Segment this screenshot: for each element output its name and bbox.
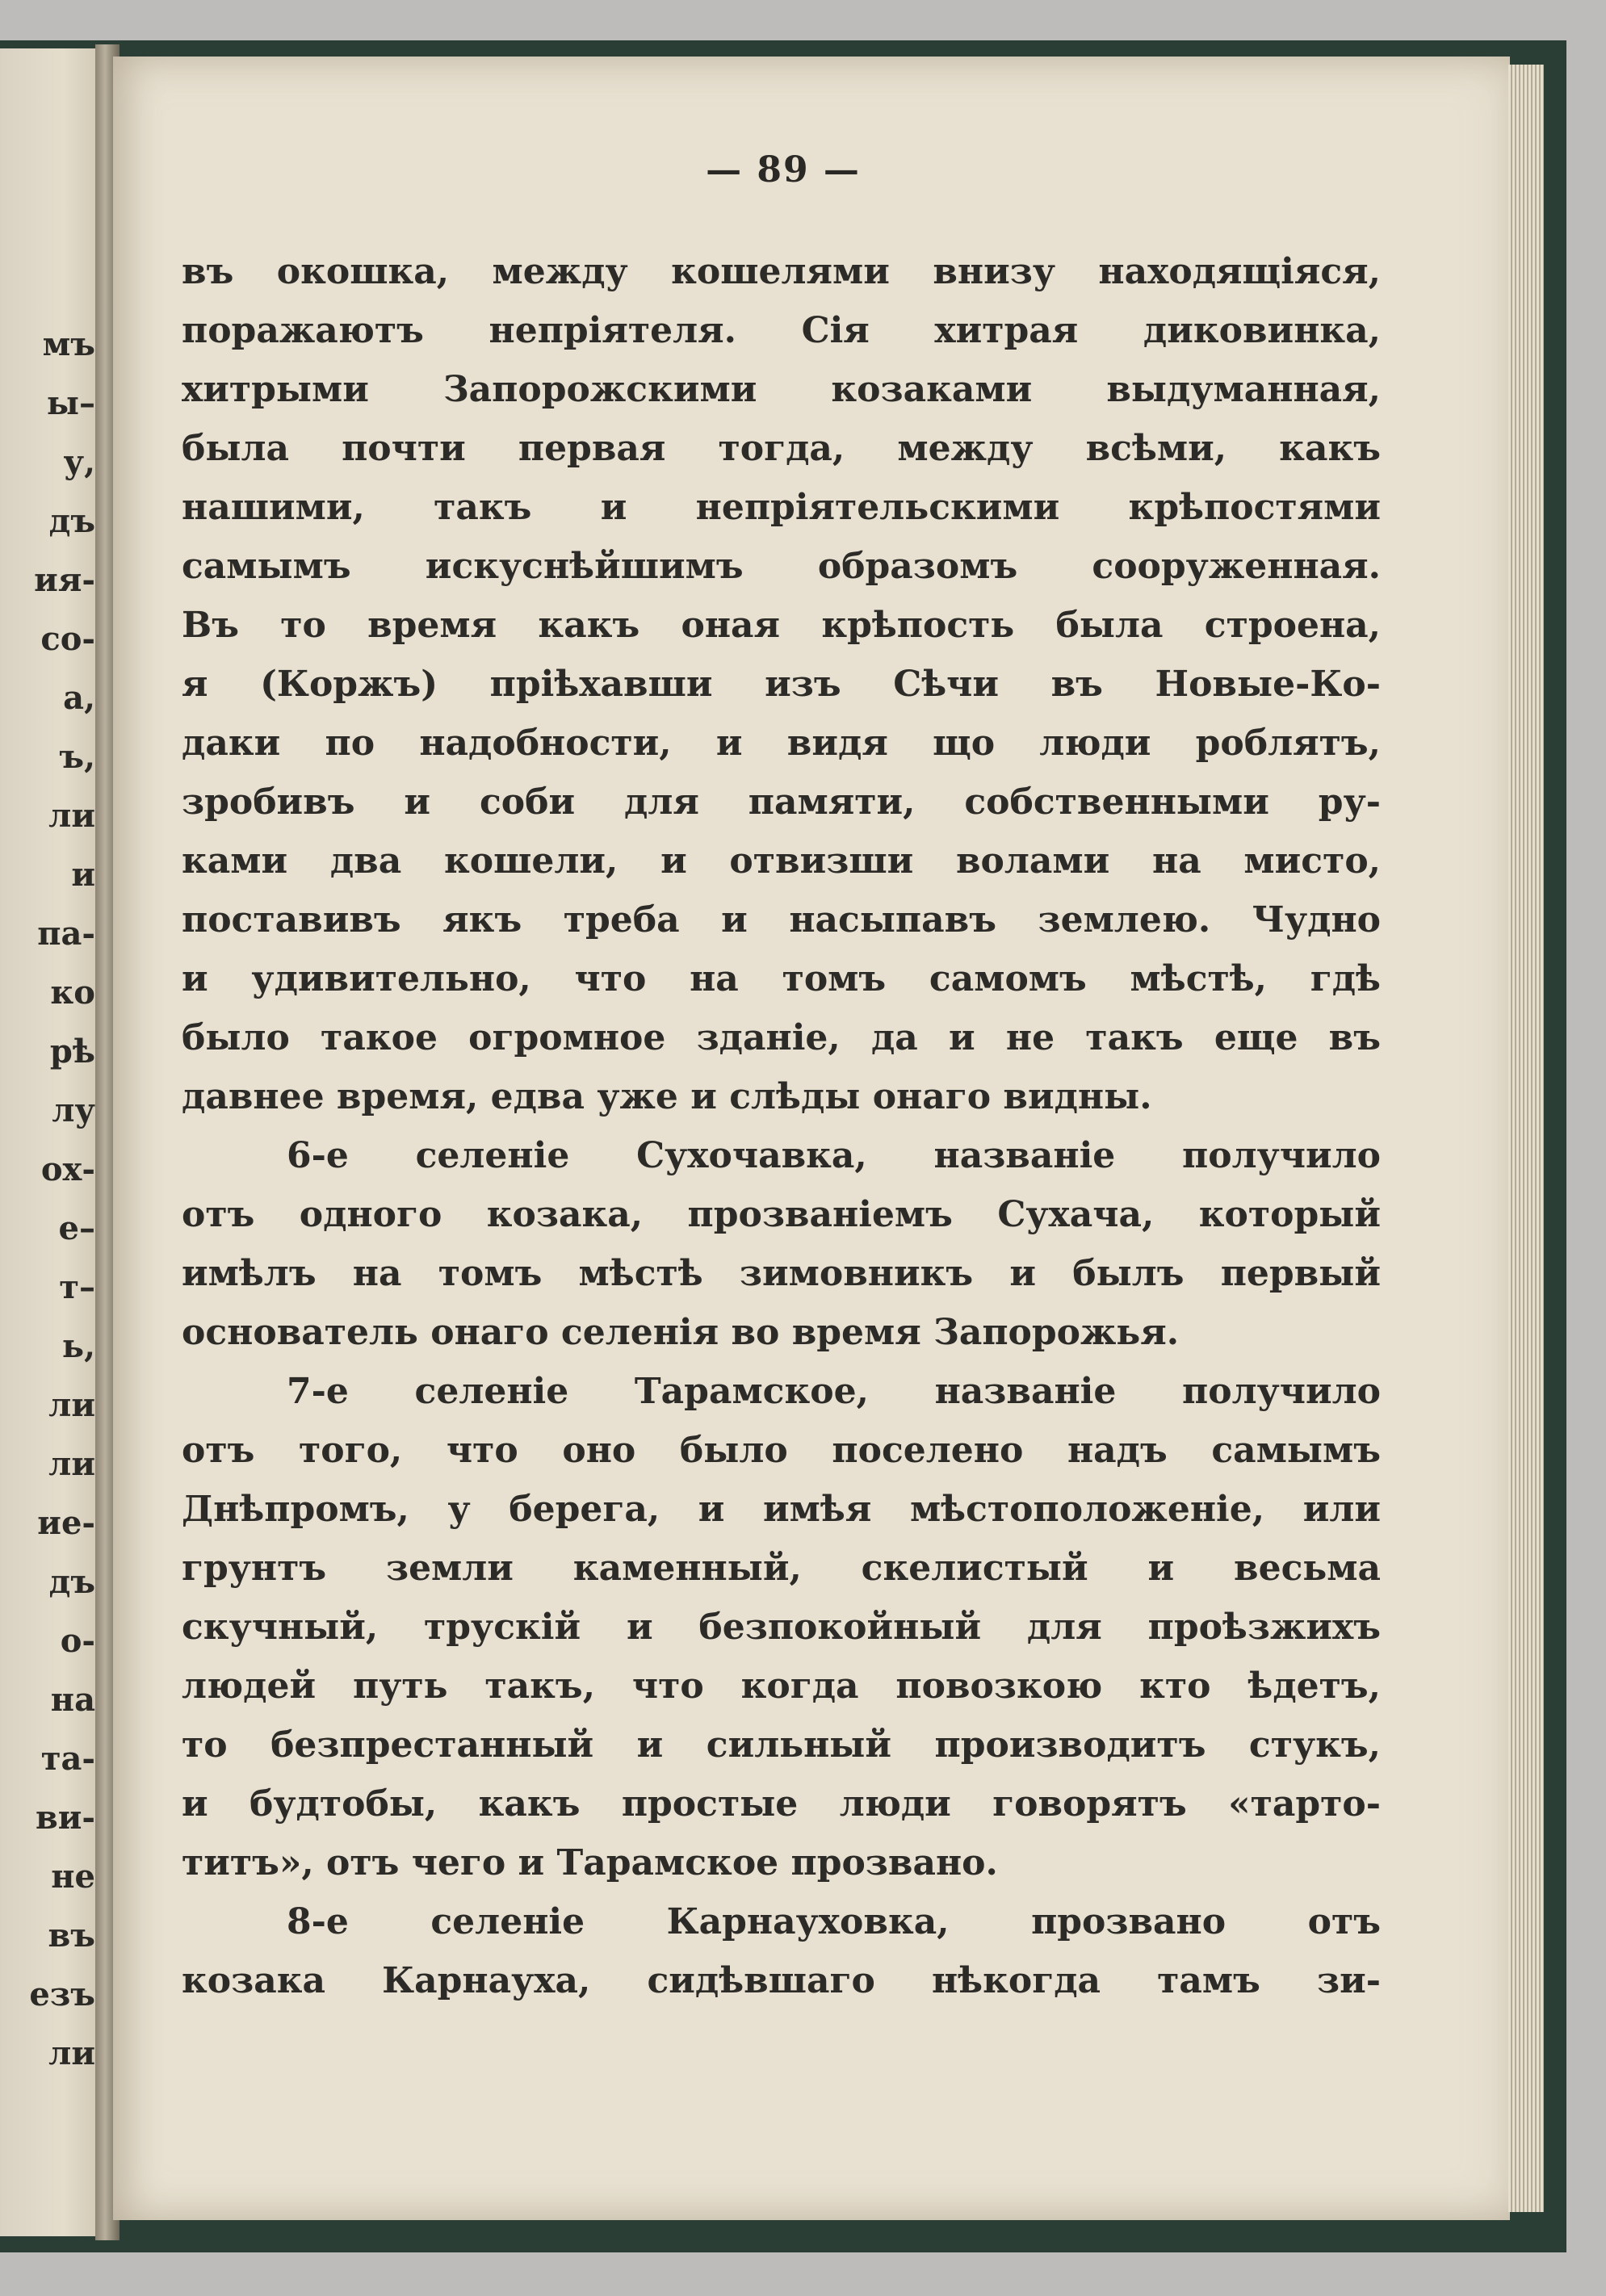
text-line: поставивъ якъ треба и насыпавъ землею. Чудно	[182, 899, 1381, 941]
left-page-fragment: у,	[63, 443, 95, 481]
left-page-fragment: ли	[48, 1445, 95, 1483]
text-line: я (Коржъ) пріѣхавши изъ Сѣчи въ Новые-Ко-	[182, 664, 1381, 705]
left-page-fragment: мъ	[42, 325, 95, 363]
text-line: зробивъ и соби для памяти, собственными ру-	[182, 781, 1381, 823]
left-page-fragment: ко	[50, 974, 95, 1012]
left-page-fragment: ъ,	[59, 738, 95, 776]
left-page-fragment: не	[51, 1858, 95, 1896]
text-line: то безпрестанный и сильный производитъ стукъ,	[182, 1724, 1381, 1766]
left-page-fragment: ли	[48, 797, 95, 835]
text-line: 8-е селеніе Карнауховка, прозвано отъ	[287, 1901, 1381, 1942]
text-line: и удивительно, что на томъ самомъ мѣстѣ, гдѣ	[182, 958, 1381, 999]
text-line: титъ», отъ чего и Тарамское прозвано.	[182, 1842, 998, 1883]
left-page-fragment: ли	[48, 1386, 95, 1424]
text-line: 6-е селеніе Сухочавка, названіе получило	[287, 1135, 1381, 1176]
text-line: и будтобы, какъ простые люди говорятъ «тарто-	[182, 1783, 1381, 1825]
text-line: самымъ искуснѣйшимъ образомъ сооруженная.	[182, 546, 1381, 587]
text-line: нашими, такъ и непріятельскими крѣпостями	[182, 487, 1381, 528]
text-line: 7-е селеніе Тарамское, названіе получило	[287, 1371, 1381, 1412]
text-line: имѣлъ на томъ мѣстѣ зимовникъ и былъ первый	[182, 1253, 1381, 1294]
left-page-fragment: рѣ	[49, 1033, 95, 1070]
left-page-fragment: со-	[40, 620, 95, 658]
text-line: основатель онаго селенія во время Запорожья.	[182, 1312, 1180, 1353]
left-page-fragment: о-	[60, 1622, 95, 1660]
text-line: хитрыми Запорожскими козаками выдуманная,	[182, 369, 1381, 410]
page-text	[182, 242, 1381, 2010]
text-line: скучный, трускій и безпокойный для проѣзжихъ	[182, 1607, 1381, 1648]
left-page-fragment: па-	[37, 915, 95, 953]
left-page-fragment: ь,	[61, 1327, 95, 1365]
text-line: была почти первая тогда, между всѣми, какъ	[182, 428, 1381, 469]
left-page-fragment: езъ	[29, 1975, 95, 2013]
text-line: отъ того, что оно было поселено надъ самымъ	[182, 1430, 1381, 1471]
left-page-fragment: лу	[52, 1091, 95, 1129]
text-line: давнее время, едва уже и слѣды онаго видны.	[182, 1076, 1152, 1117]
left-page-fragment: въ	[48, 1917, 95, 1955]
text-line: отъ одного козака, прозваніемъ Сухача, который	[182, 1194, 1381, 1235]
left-page-fragment: дъ	[48, 502, 95, 540]
left-page-fragment: на	[50, 1681, 95, 1719]
left-page	[0, 48, 105, 2236]
left-page-fragments	[0, 315, 100, 2083]
page-edges	[1508, 65, 1544, 2212]
left-page-fragment: е–	[58, 1209, 95, 1247]
left-page-fragment: и	[71, 856, 95, 894]
left-page-fragment: та-	[40, 1740, 95, 1778]
text-line: Въ то время какъ оная крѣпость была строена,	[182, 605, 1381, 646]
left-page-fragment: ох-	[40, 1150, 95, 1188]
left-page-fragment: ы–	[46, 384, 95, 422]
text-line: въ окошка, между кошелями внизу находящіяся,	[182, 251, 1381, 292]
text-line: было такое огромное зданіе, да и не такъ еще въ	[182, 1017, 1381, 1058]
text-line: грунтъ земли каменный, скелистый и весьма	[182, 1548, 1381, 1589]
left-page-fragment: ли	[48, 2034, 95, 2072]
text-line: поражаютъ непріятеля. Сія хитрая диковинка,	[182, 310, 1381, 351]
left-page-fragment: ви-	[35, 1799, 95, 1837]
text-line: ками два кошели, и отвизши волами на мисто,	[182, 840, 1381, 882]
page-number: — 89 —	[706, 149, 861, 191]
text-line: Днѣпромъ, у берега, и имѣя мѣстоположеніе, или	[182, 1489, 1381, 1530]
left-page-fragment: дъ	[48, 1563, 95, 1601]
text-line: козака Карнауха, сидѣвшаго нѣкогда тамъ зи-	[182, 1960, 1381, 2001]
left-page-fragment: а,	[63, 679, 95, 717]
left-page-fragment: т–	[59, 1268, 95, 1306]
text-line: даки по надобности, и видя що люди роблятъ,	[182, 723, 1381, 764]
text-line: людей путь такъ, что когда повозкою кто ѣдетъ,	[182, 1665, 1381, 1707]
left-page-fragment: ия-	[34, 561, 95, 599]
left-page-fragment: ие-	[37, 1504, 95, 1542]
